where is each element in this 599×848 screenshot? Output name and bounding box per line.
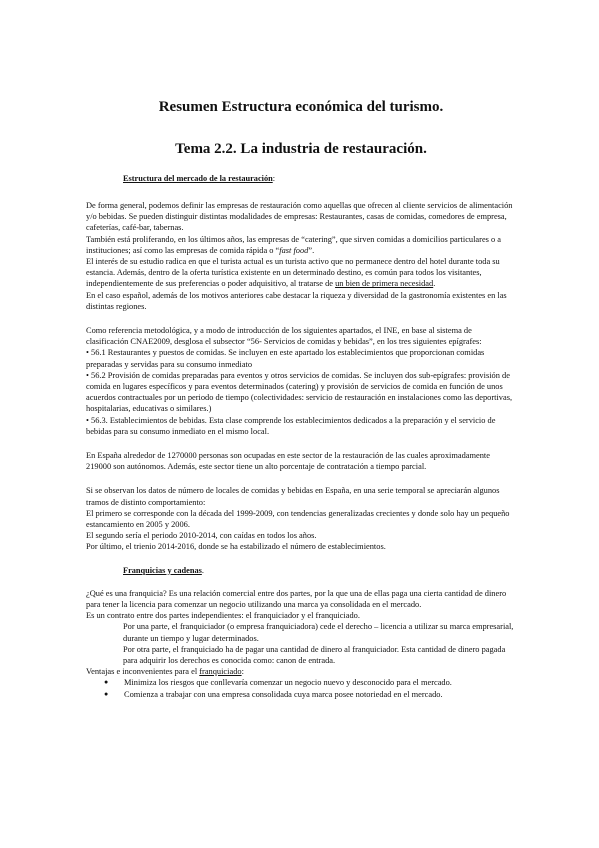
document-page	[86, 98, 516, 700]
heading-period: .	[201, 565, 204, 575]
paragraph-period-3: Por último, el trienio 2014-2016, donde se ha estabilizado el número de establecimientos.	[86, 542, 386, 552]
paragraph-methodology: Como referencia metodológica, y a modo de introducción de los siguientes apartados, el INE, en base al sistema de clasificación CNAE2009, desglosa el subsector “56- Servicios de comidas y bebidas”, en los tres siguientes epígrafes:	[86, 326, 482, 347]
document-subtitle: Tema 2.2. La industria de restauración.	[175, 141, 427, 157]
section-heading-franchises	[123, 565, 516, 576]
paragraph-series-intro: Si se observan los datos de número de locales de comidas y bebidas en España, en una serie temporal se apreciarán algunos tramos de distinto comportamiento:	[86, 486, 500, 507]
paragraph-period-2: El segundo sería el periodo 2010-2014, con caídas en todos los años.	[86, 531, 317, 541]
paragraph-interest	[86, 256, 516, 290]
text-span: También está proliferando, en los últimos años, las empresas de “catering”, que sirven comidas a domicilios particulares o a instituciones; así como las empresas de comida rápida o “	[86, 234, 502, 255]
text-span: .	[433, 279, 436, 289]
section-heading-text: Franquicias y cadenas	[123, 565, 202, 575]
paragraph-employment: En España alrededor de 1270000 personas son ocupadas en este sector de la restauración de las cuales aproximadamente 219000 son autónomos. Además, este sector tiene un alto porcentaje de contratación a tiempo parcial.	[86, 451, 490, 472]
paragraph-definition: De forma general, podemos definir las empresas de restauración como aquellas que ofrecen al cliente servicios de alimentación y/o bebidas. Se pueden distinguir distintas modalidades de empresas: Restaurantes, casas de comidas, comedores de empresa, cafeterías, café-bar, tabernas.	[86, 201, 513, 233]
text-span: El interés de su estudio radica en que el turista actual es un turista activo que no permanece dentro del hotel durante toda su estancia. Además, dentro de la oferta turística existente en un determinado destino, es común para todos los visitantes, independientemente de sus preferencias o poder adquisitivo, al tratarse de	[86, 257, 500, 289]
epigraph-56-3: • 56.3. Establecimientos de bebidas. Esta clase comprende los establecimientos dedicados a la preparación y el servicio de bebidas para su consumo inmediato en el mismo local.	[86, 415, 496, 436]
epigraph-56-1: • 56.1 Restaurantes y puestos de comidas. Se incluyen en este apartado los establecimientos que proporcionan comidas preparadas y servidas para su consumo inmediato	[86, 348, 485, 369]
epigraph-56-2: • 56.2 Provisión de comidas preparadas para eventos y otros servicios de comidas. Se incluyen dos sub-epígrafes: provisión de comida en lugares específicos y para eventos determinados (catering) y provisión de servicios de comida en función de unos acuerdos contractuales por un periodo de tiempo (colectividades: servicio de restauración en instalaciones como las deportivas, hospitalarias, educativas o similares.)	[86, 370, 513, 414]
advantages-list	[86, 677, 516, 699]
paragraph-franchisor: Por una parte, el franquiciador (o empresa franquiciadora) cede el derecho – licencia a utilizar su marca empresarial, durante un tiempo y lugar determinados.	[123, 622, 514, 643]
text-span: ”.	[308, 245, 315, 255]
text-span: Ventajas e inconvenientes para el	[86, 667, 200, 677]
italic-text: fast food	[279, 245, 309, 255]
section-heading-market	[123, 173, 516, 184]
paragraph-contract: Es un contrato entre dos partes independientes: el franquiciador y el franquiciado.	[86, 611, 360, 621]
paragraph-spain-case: En el caso español, además de los motivos anteriores cabe destacar la riqueza y diversidad de la gastronomía existentes en las distintas regiones.	[86, 290, 507, 311]
paragraph-advantages	[86, 666, 516, 677]
paragraph-catering	[86, 234, 516, 256]
text-span: :	[241, 667, 244, 677]
underlined-text: franquiciado	[199, 667, 242, 677]
paragraph-franchise-definition: ¿Qué es una franquicia? Es una relación comercial entre dos partes, por la que una de ellas paga una cierta cantidad de dinero para tener la licencia para comenzar un negocio utilizando una marca ya consolidada en el mercado.	[86, 588, 507, 609]
heading-colon: :	[272, 174, 276, 183]
list-item: ● Minimiza los riesgos que conllevaría comenzar un negocio nuevo y desconocido para el mercado.	[104, 677, 516, 688]
document-title: Resumen Estructura económica del turismo.	[158, 99, 444, 115]
paragraph-franchisee: Por otra parte, el franquiciado ha de pagar una cantidad de dinero al franquiciador. Esta cantidad de dinero pagada para adquirir los derechos es conocida como: canon de entrada.	[123, 644, 506, 665]
paragraph-period-1: El primero se corresponde con la década del 1999-2009, con tendencias generalizadas crecientes y donde solo hay un pequeño estancamiento en 2005 y 2006.	[86, 508, 510, 530]
section-heading-text: Estructura del mercado de la restauración	[123, 174, 273, 183]
list-item: ● Comienza a trabajar con una empresa consolidada cuya marca posee notoriedad en el mercado.	[104, 689, 516, 700]
underlined-text: un bien de primera necesidad	[335, 279, 434, 289]
